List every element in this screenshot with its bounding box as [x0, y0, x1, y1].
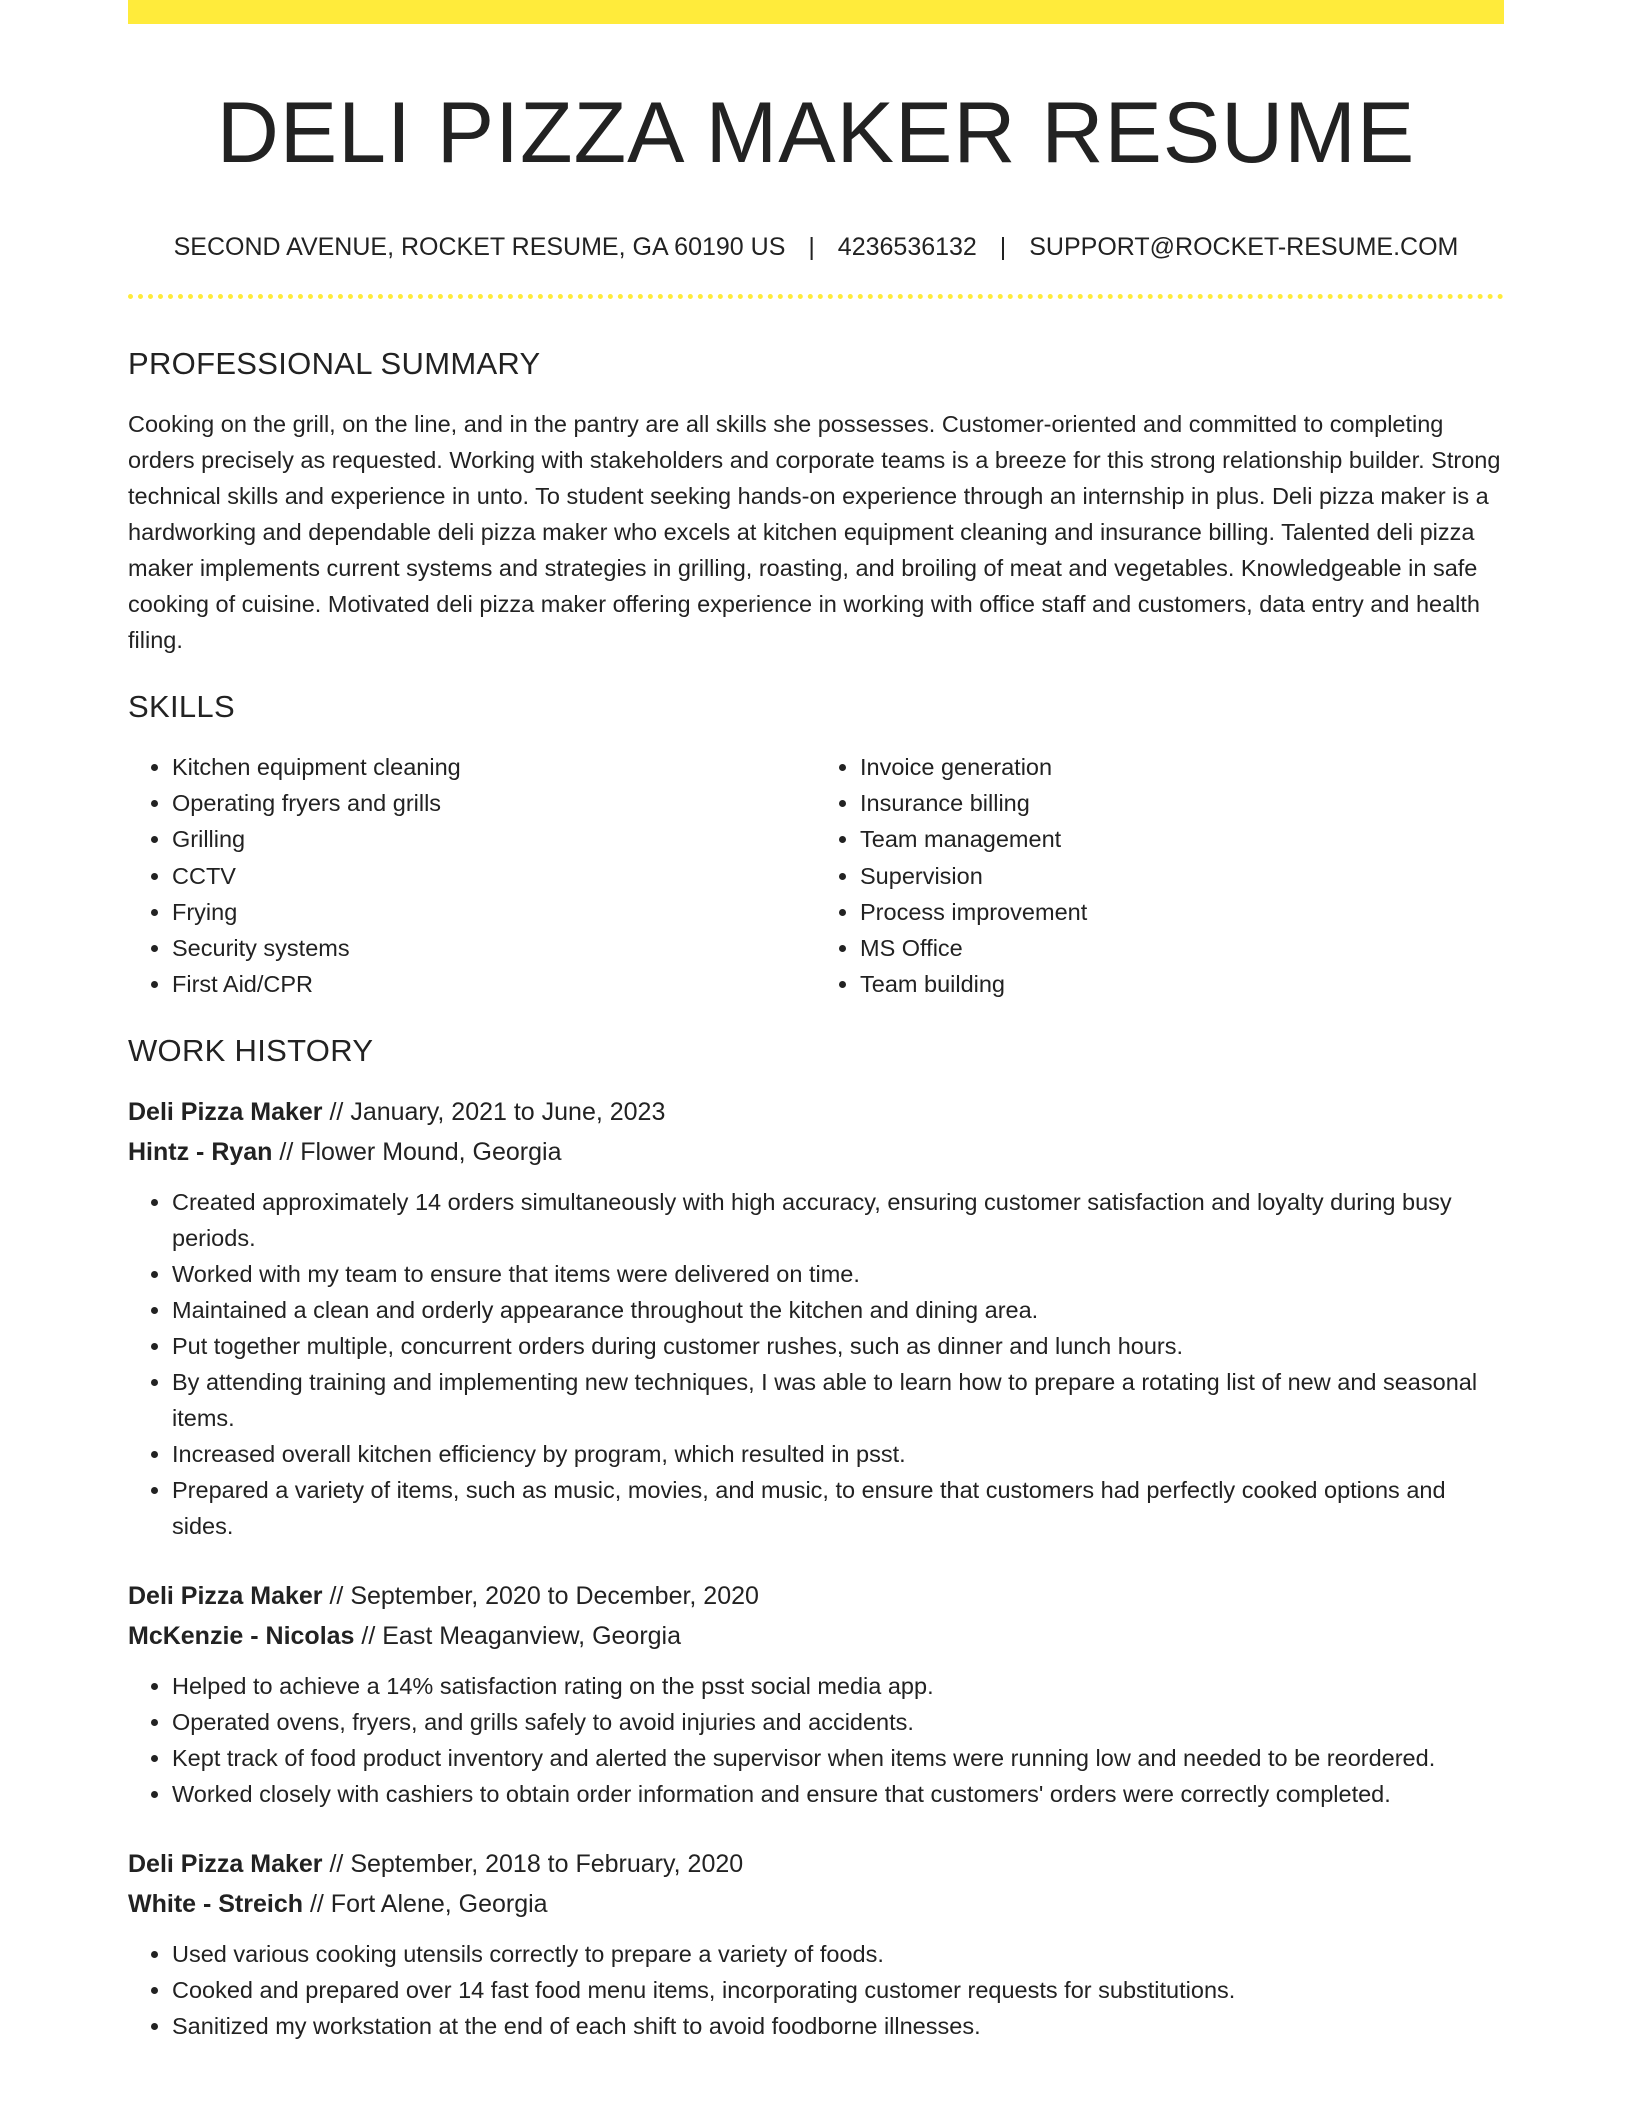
job-bullet: • Worked closely with cashiers to obtain order information and ensure that customers' orders were correctly completed.	[172, 1776, 1504, 1812]
job-title: Deli Pizza Maker	[128, 1097, 323, 1126]
job-entry	[128, 1092, 1504, 1544]
skill-item: • Team building	[860, 966, 1504, 1002]
skill-item: • Insurance billing	[860, 785, 1504, 821]
job-location: // Fort Alene, Georgia	[303, 1889, 548, 1918]
contact-separator: |	[808, 233, 815, 262]
skills-list	[128, 749, 1504, 1002]
job-bullet: • Helped to achieve a 14% satisfaction rating on the psst social media app.	[172, 1668, 1504, 1704]
job-company: McKenzie - Nicolas	[128, 1621, 355, 1650]
job-location: // Flower Mound, Georgia	[272, 1137, 562, 1166]
job-bullet: • Put together multiple, concurrent orders during customer rushes, such as dinner and lunch hours.	[172, 1328, 1504, 1364]
job-bullet: • Created approximately 14 orders simultaneously with high accuracy, ensuring customer satisfaction and loyalty during busy periods.	[172, 1184, 1504, 1256]
job-bullets	[128, 1936, 1504, 2044]
job-company-line	[128, 1884, 1504, 1924]
skill-item: • First Aid/CPR	[172, 966, 816, 1002]
job-title: Deli Pizza Maker	[128, 1581, 323, 1610]
job-bullet: • Cooked and prepared over 14 fast food menu items, incorporating customer requests for substitutions.	[172, 1972, 1504, 2008]
summary-heading: PROFESSIONAL SUMMARY	[128, 345, 541, 381]
job-bullet: • Increased overall kitchen efficiency by program, which resulted in psst.	[172, 1436, 1504, 1472]
job-bullet: • Kept track of food product inventory and alerted the supervisor when items were running low and needed to be reordered.	[172, 1740, 1504, 1776]
job-entry	[128, 1844, 1504, 2044]
contact-line	[128, 231, 1504, 264]
job-location: // East Meaganview, Georgia	[354, 1621, 682, 1650]
work-history-heading: WORK HISTORY	[128, 1033, 374, 1069]
job-bullet: • Sanitized my workstation at the end of each shift to avoid foodborne illnesses.	[172, 2008, 1504, 2044]
top-accent-bar	[128, 0, 1504, 24]
job-company-line	[128, 1616, 1504, 1656]
skill-item: • Process improvement	[860, 894, 1504, 930]
job-bullet: • By attending training and implementing new techniques, I was able to learn how to prepare a rotating list of new and seasonal items.	[172, 1364, 1504, 1436]
resume-title: DELI PIZZA MAKER RESUME	[216, 85, 1416, 181]
job-dates: // September, 2020 to December, 2020	[322, 1581, 759, 1610]
skill-item: • MS Office	[860, 930, 1504, 966]
summary-text: Cooking on the grill, on the line, and in the pantry are all skills she possesses. Customer-oriented and committed to completing orders precisely as requested. Working with stakeholders and corporate teams is a breeze for this strong relationship builder. Strong technical skills and experience in unto. To student seeking hands-on experience through an internship in plus. Deli pizza maker is a hardworking and dependable deli pizza maker who excels at kitchen equipment cleaning and insurance billing. Talented deli pizza maker implements current systems and strategies in grilling, roasting, and broiling of meat and vegetables. Knowledgeable in safe cooking of cuisine. Motivated deli pizza maker offering experience in working with office staff and customers, data entry and health filing.	[128, 410, 1501, 653]
job-bullet: • Operated ovens, fryers, and grills safely to avoid injuries and accidents.	[172, 1704, 1504, 1740]
job-title: Deli Pizza Maker	[128, 1849, 323, 1878]
skill-item: • Supervision	[860, 858, 1504, 894]
job-company: White - Streich	[128, 1889, 304, 1918]
skill-item: • Grilling	[172, 821, 816, 857]
job-company-line	[128, 1132, 1504, 1172]
job-company: Hintz - Ryan	[128, 1137, 273, 1166]
skills-heading: SKILLS	[128, 688, 235, 724]
skill-item: • Security systems	[172, 930, 816, 966]
job-dates: // September, 2018 to February, 2020	[322, 1849, 744, 1878]
email: SUPPORT@ROCKET-RESUME.COM	[1029, 233, 1459, 262]
skill-item: • Frying	[172, 894, 816, 930]
skills-column-right	[816, 749, 1504, 1002]
job-bullets	[128, 1668, 1504, 1812]
job-entry	[128, 1576, 1504, 1812]
dotted-divider	[128, 294, 1504, 299]
job-title-line	[128, 1092, 1504, 1132]
skill-item: • Operating fryers and grills	[172, 785, 816, 821]
job-bullet: • Worked with my team to ensure that items were delivered on time.	[172, 1256, 1504, 1292]
job-bullet: • Maintained a clean and orderly appearance throughout the kitchen and dining area.	[172, 1292, 1504, 1328]
job-bullet: • Used various cooking utensils correctly to prepare a variety of foods.	[172, 1936, 1504, 1972]
skills-column-left	[128, 749, 816, 1002]
skill-item: • CCTV	[172, 858, 816, 894]
job-title-line	[128, 1844, 1504, 1884]
job-bullet: • Prepared a variety of items, such as music, movies, and music, to ensure that customers had perfectly cooked options and sides.	[172, 1472, 1504, 1544]
job-bullets	[128, 1184, 1504, 1544]
job-dates: // January, 2021 to June, 2023	[322, 1097, 666, 1126]
skill-item: • Team management	[860, 821, 1504, 857]
job-title-line	[128, 1576, 1504, 1616]
contact-separator: |	[999, 233, 1007, 262]
phone: 4236536132	[837, 233, 977, 262]
skill-item: • Kitchen equipment cleaning	[172, 749, 816, 785]
skill-item: • Invoice generation	[860, 749, 1504, 785]
resume-page	[128, 0, 1504, 2044]
address: SECOND AVENUE, ROCKET RESUME, GA 60190 US	[173, 233, 786, 262]
